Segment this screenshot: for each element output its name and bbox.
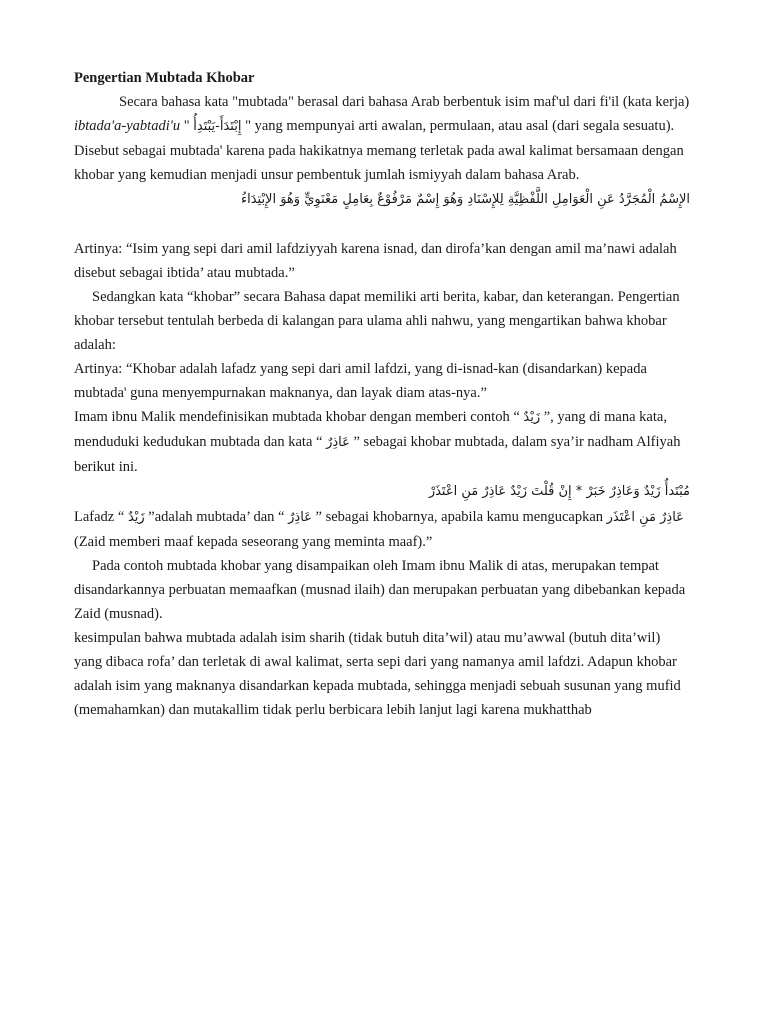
imam-text-2: ”, yang di mana kata, menduduki kedudukan mubtada dan kata “ (74, 409, 667, 450)
etymology-text-start: Secara bahasa kata "mubtada" berasal dari bahasa Arab berbentuk isim maf'ul dari fi'il (kata kerja) (119, 94, 690, 110)
paragraph-artinya-khobar: Artinya: “Khobar adalah lafadz yang sepi dari amil lafdzi, yang di-isnad-kan (disandarkan) kepada mubtada' guna menyempurnakan maknanya, dan layak diam atas-nya.” (74, 361, 647, 401)
arabic-adzir-2: عَاذِرٌ (288, 510, 312, 525)
page-heading: Pengertian Mubtada Khobar (74, 70, 255, 86)
lafadz-text-1: Lafadz “ (74, 509, 128, 525)
quote-open: " (180, 118, 194, 134)
etymology-text-end: yang mempunyai arti awalan, permulaan, atau asal (dari segala sesuatu). Disebut sebagai mubtada' karena pada hakikatnya memang terletak pada awal kalimat bersamaan dengan khobar yang kemudian menjadi unsur pembentuk jumlah ismiyyah dalam bahasa Arab. (74, 118, 684, 183)
arabic-adzir: عَاذِرٌ (326, 435, 350, 450)
paragraph-contoh: Pada contoh mubtada khobar yang disampaikan oleh Imam ibnu Malik di atas, merupakan tempat disandarkannya perbuatan memaafkan (musnad ilaih) dan merupakan perbuatan yang dibebankan kepada Zaid (musnad). (74, 558, 686, 622)
lafadz-text-4: (Zaid memberi maaf kepada seseorang yang meminta maaf).” (74, 534, 433, 550)
lafadz-text-2: ”adalah mubtada’ dan “ (144, 509, 289, 525)
paragraph-mubtada-etymology (74, 90, 690, 187)
document-page (74, 66, 690, 722)
paragraph-gap (74, 213, 690, 237)
quote-close: " (241, 118, 255, 134)
paragraph-imam-ibnu-malik (74, 405, 690, 479)
paragraph-kesimpulan: kesimpulan bahwa mubtada adalah isim sharih (tidak butuh dita’wil) atau mu’awwal (butuh dita’wil) yang dibaca rofa’ dan terletak di awal kalimat, serta sepi dari yang namanya amil lafdzi. Adapun khobar adalah isim yang maknanya disandarkan kepada mubtada, sehingga menjadi sebuah susunan yang mufid (memahamkan) dan mutakallim tidak perlu berbicara lebih lanjut lagi karena mukhatthab (74, 630, 681, 718)
arabic-definition-mubtada: الإِسْمُ الْمُجَرَّدُ عَنِ الْعَوَامِلِ اللَّفْظِيَّةِ لِلإِسْنَادِ وَهُوَ إِسْمٌ مَرْفُوْعٌ بِعَامِلٍ مَعْنَوِيٍّ وَهُوَ الإِبْتِدَاءُ (240, 192, 690, 207)
paragraph-artinya-mubtada: Artinya: “Isim yang sepi dari amil lafdziyyah karena isnad, dan dirofa’kan dengan amil ma’nawi adalah disebut sebagai ibtida’ atau mubtada.” (74, 241, 677, 281)
arabic-zaid-2: زَيْدٌ (127, 510, 145, 525)
paragraph-lafadz (74, 505, 690, 554)
transliteration: ibtada'a-yabtadi'u (74, 118, 181, 134)
imam-text-3: ” sebagai khobar mubtada, dalam sya’ir nadham Alfiyah berikut ini. (74, 434, 681, 475)
paragraph-khobar-intro: Sedangkan kata “khobar” secara Bahasa dapat memiliki arti berita, kabar, dan keterangan. Pengertian khobar tersebut tentulah berbeda di kalangan para ulama ahli nahwu, yang mengartikan bahwa khobar adalah: (74, 289, 680, 353)
arabic-zaid: زَيْدٌ (523, 410, 541, 425)
arabic-verb: إِبْتَدَأَ-يَبْتَدِأُ (193, 119, 242, 134)
imam-text-1: Imam ibnu Malik mendefinisikan mubtada khobar dengan memberi contoh “ (74, 409, 524, 425)
lafadz-text-3: ” sebagai khobarnya, apabila kamu mengucapkan (311, 509, 607, 525)
arabic-alfiyah-verse: مُبْتَدأٌ زَيْدٌ وَعَاذِرٌ خَبَرْ * إِنْ قُلْتَ زَيْدٌ عَاذِرٌ مَنِ اعْتَذَرْ (428, 484, 690, 499)
arabic-adzir-phrase: عَاذِرٌ مَنِ اعْتَذَر (606, 510, 684, 525)
